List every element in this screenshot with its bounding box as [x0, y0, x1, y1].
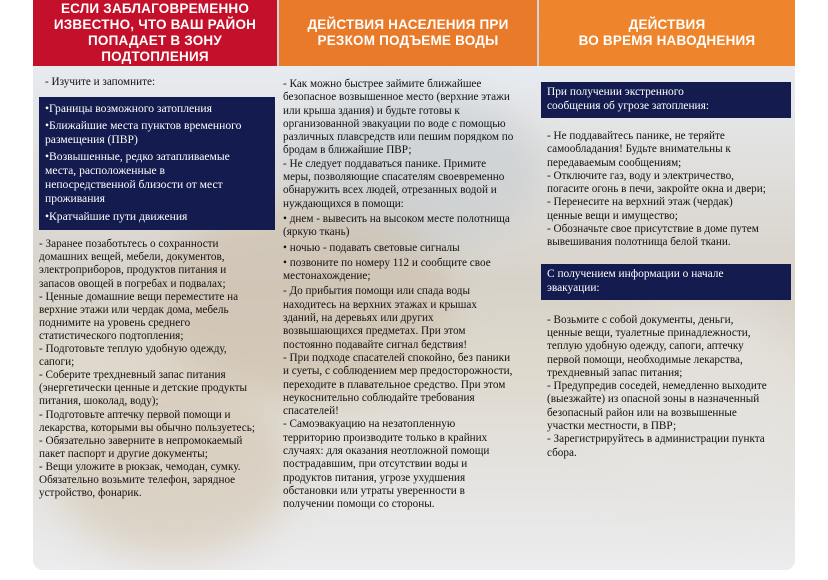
emergency-actions-list: - Не поддавайтесь панике, не теряйте самообладания! Будьте внимательны к передаваемым сообщениям; - Отключите газ, воду и электричество, погасите огонь в печи, закройте окна и двери; - Перенесите на верхний этаж (чердак) ценные вещи и имущество; - Обозначьте свое присутствие в доме путем вывешивания полотнища белой ткани. [547, 130, 766, 249]
memorize-item: •Кратчайшие пути движения [45, 210, 188, 224]
column-advance-warning [39, 76, 275, 500]
emergency-message-box: При получении экстренного сообщения об угрозе затопления: [541, 82, 791, 118]
paragraph-wait-rescue: - До прибытия помощи или спада воды находитесь на верхних этажах и крышах зданий, на деревьях или других возвышающихся предметах. При этом постоянно подавайте сигнал бедствия! - При подходе спасателей спокойно, без паники и суеты, с соблюдением мер предосторожности, переходите в плавательное средство. При этом неукоснительно соблюдайте требования спасателей! - Самоэвакуацию на незатопленную территорию производите только в крайних случаях: для оказания неотложной помощи пострадавшим, при отсутствии воды и продуктов питания, угрозе ухудшения обстановки или утраты уверенности в получении помощи со стороны. [283, 285, 513, 511]
signal-bullet: • днем - вывесить на высоком месте полотнища (яркую ткань) [283, 212, 510, 239]
memorize-item: •Ближайшие места пунктов временного размещения (ПВР) [45, 119, 242, 147]
header-sudden-rise: ДЕЙСТВИЯ НАСЕЛЕНИЯ ПРИ РЕЗКОМ ПОДЪЕМЕ ВОДЫ [279, 0, 537, 66]
paragraph-move-high: - Как можно быстрее займите ближайшее безопасное возвышенное место (верхние этажи или крыша здания) и будьте готовы к организованной эвакуации по воде с помощью различных плавсредств или пешим порядком по бродам в ближайшие ПВР; [283, 78, 514, 157]
signal-bullet: • ночью - подавать световые сигналы [283, 241, 460, 254]
evacuation-actions-list: - Возьмите с собой документы, деньги, ценные вещи, туалетные принадлежности, теплую удобную одежду, сапоги, аптечку первой помощи, необходимые лекарства, трехдневный запас питания; - Предупредив соседей, немедленно выходите (выезжайте) из опасной зоны в назначенный безопасный район или на возвышенные участки местности, в ПВР; - Зарегистрируйтесь в администрации пункта сбора. [547, 313, 767, 459]
memorize-item: •Возвышенные, редко затапливаемые места, расположенные в непосредственной близости от мест проживания [45, 150, 230, 206]
column-sudden-rise [283, 78, 533, 512]
column-during-flood [541, 82, 791, 460]
intro-text: - Изучите и запомните: [45, 76, 156, 88]
header-advance-warning: ЕСЛИ ЗАБЛАГОВРЕМЕННО ИЗВЕСТНО, ЧТО ВАШ РАЙОН ПОПАДАЕТ В ЗОНУ ПОДТОПЛЕНИЯ [33, 0, 277, 66]
signal-bullet: • позвоните по номеру 112 и сообщите свое местонахождение; [283, 256, 491, 283]
memorize-item: •Границы возможного затопления [45, 102, 212, 116]
header-during-flood: ДЕЙСТВИЯ ВО ВРЕМЯ НАВОДНЕНИЯ [539, 0, 795, 66]
memorize-box [39, 97, 275, 230]
paragraph-no-panic: - Не следует поддаваться панике. Примите меры, позволяющие спасателям своевременно обнаружить всех людей, отрезанных водой и нуждающихся в помощи: [283, 157, 505, 210]
flood-leaflet [33, 0, 795, 570]
evacuation-box: С получением информации о начале эвакуации: [541, 264, 791, 300]
advance-actions-text: - Заранее позаботьтесь о сохранности домашних вещей, мебели, документов, электроприборов, продуктов питания и запасов овощей в погребах и подвалах; - Ценные домашние вещи переместите на верхние этажи или чердак дома, мебель поднимите на уровень среднего статистического подтопления; - Подготовьте теплую удобную одежду, сапоги; - Соберите трехдневный запас питания (энергетически ценные и детские продукты питания, шоколад, воду); - Подготовьте аптечку первой помощи и лекарства, которыми вы обычно пользуетесь; - Обязательно заверните в непромокаемый пакет паспорт и другие документы; - Вещи уложите в рюкзак, чемодан, сумку. Обязательно возьмите телефон, зарядное устройство, фонарик. [39, 238, 255, 500]
